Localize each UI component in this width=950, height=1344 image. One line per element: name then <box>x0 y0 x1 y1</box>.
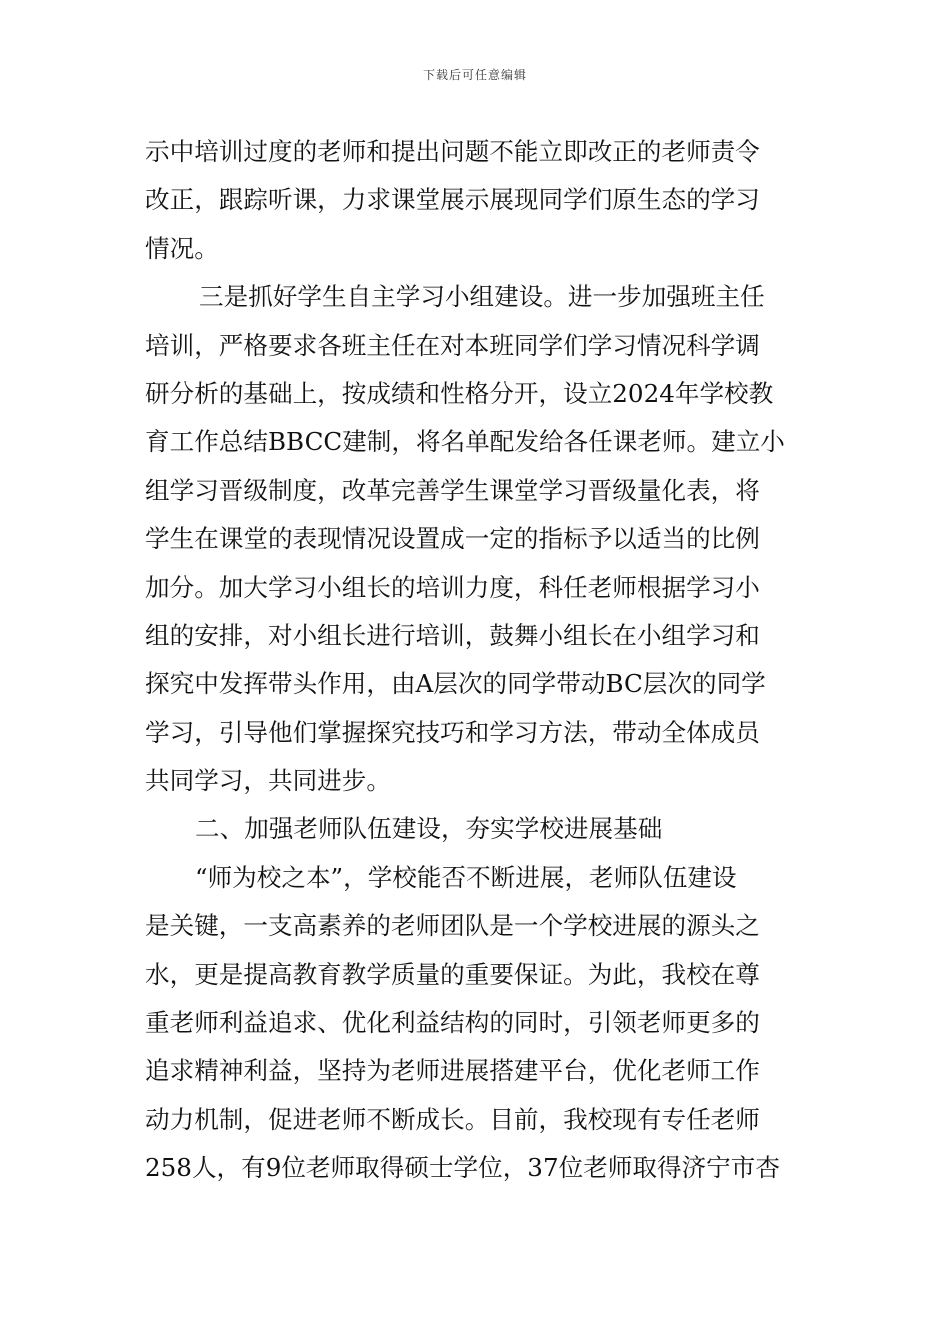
paragraph-start-line: 三是抓好学生自主学习小组建设。进一步加强班主任 <box>199 282 765 312</box>
text-line: 学习，引导他们掌握探究技巧和学习方法，带动全体成员 <box>145 717 760 747</box>
section-heading: 二、加强老师队伍建设，夯实学校进展基础 <box>195 814 663 844</box>
text-line: 重老师利益追求、优化利益结构的同时，引领老师更多的 <box>145 1008 760 1038</box>
text-line: 追求精神利益，坚持为老师进展搭建平台，优化老师工作 <box>145 1056 760 1086</box>
text-line: 研分析的基础上，按成绩和性格分开，设立2024年学校教 <box>145 378 774 408</box>
text-line: 共同学习，共同进步。 <box>145 766 391 796</box>
text-line: 组的安排，对小组长进行培训，鼓舞小组长在小组学习和 <box>145 620 760 650</box>
text-line: 258人，有9位老师取得硕士学位，37位老师取得济宁市杏 <box>145 1153 780 1183</box>
text-line: 改正，跟踪听课，力求课堂展示展现同学们原生态的学习 <box>145 185 760 215</box>
paragraph-start-line: “师为校之本”，学校能否不断进展，老师队伍建设 <box>195 862 737 892</box>
text-line: 加分。加大学习小组长的培训力度，科任老师根据学习小 <box>145 572 760 602</box>
text-line: 示中培训过度的老师和提出问题不能立即改正的老师责令 <box>145 137 760 166</box>
text-line: 培训，严格要求各班主任在对本班同学们学习情况科学调 <box>145 330 760 360</box>
text-line: 育工作总结BBCC建制，将名单配发给各任课老师。建立小 <box>145 427 785 457</box>
text-line: 组学习晋级制度，改革完善学生课堂学习晋级量化表，将 <box>145 475 760 505</box>
text-line: 探究中发挥带头作用，由A层次的同学带动BC层次的同学 <box>145 669 766 699</box>
header-note: 下载后可任意编辑 <box>422 68 527 82</box>
text-line: 学生在课堂的表现情况设置成一定的指标予以适当的比例 <box>145 524 760 554</box>
text-line: 情况。 <box>145 233 219 263</box>
text-line: 动力机制，促进老师不断成长。目前，我校现有专任老师 <box>145 1104 760 1134</box>
text-line: 水，更是提高教育教学质量的重要保证。为此，我校在尊 <box>145 959 760 989</box>
text-line: 是关键，一支高素养的老师团队是一个学校进展的源头之 <box>145 911 760 941</box>
document-body <box>145 128 805 1193</box>
